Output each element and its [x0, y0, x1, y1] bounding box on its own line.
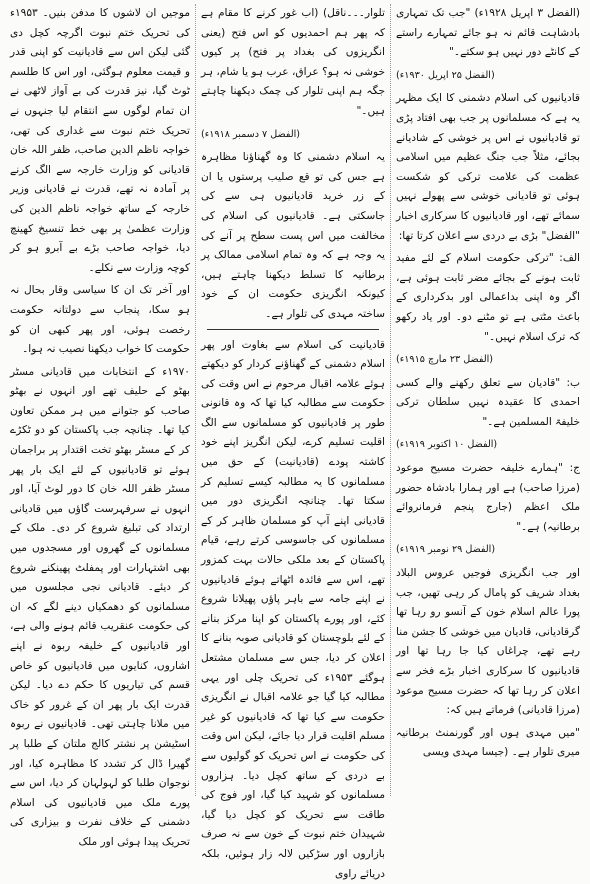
citation: (الفضل ۲۳ مارچ ۱۹۱۵ء) — [396, 350, 580, 370]
paragraph: اور جب انگریزی فوجیں عروس البلاد بغداد شریف کو پامال کر رہی تھیں، جب پورا عالم اسلام خون کے آنسو رو رہا تھا گرقادیانی، قادیان میں خوشی کا جشن منا رہے تھے، چراغاں کیا جا رہا تھا اور قادیانیوں کا سرکاری اخبار بڑے فخر سے اعلان کر رہا تھا کہ حضرت مسیح موعود (مرزا قادیانی) فرماتے ہیں کہ: — [396, 564, 580, 721]
citation: (الفضل ۲۵ اپریل ۱۹۳۰ء) — [396, 66, 580, 86]
column-left — [5, 4, 195, 796]
paragraph: یہ اسلام دشمنی کا وہ گھناؤنا مظاہرہ ہے جس کی تو قع صلیب پرستوں یا ان کے زر خرید قادیانیوں ہی سے کی جاسکتی ہے۔ قادیانیوں کی اسلام کی مخالفت میں اس پست سطح پر آنے کی یہ وجہ ہے کہ وہ تمام اسلامی ممالک پر برطانیہ کا تسلط دیکھنا چاہتے ہیں، کیونکہ انگریزی حکومت ان کے خود ساختہ مہدی کی تلوار ہے۔ — [201, 148, 385, 324]
quotation: ب: "قادیان سے تعلق رکھنے والے کسی احمدی کا عقیدہ نہیں سلطان ترکی خلیفۃ المسلمین ہے۔" — [396, 374, 580, 433]
quotation: "میں مہدی ہوں اور گورنمنٹ برطانیہ میری تلوار ہے۔ (جیسا مہدی ویسی — [396, 724, 580, 763]
paragraph: تلوار۔۔۔ناقل) (اب غور کرنے کا مقام ہے کہ پھر ہم احمدیوں کو اس فتح (یعنی انگریزوں کی بغداد پر فتح) پر کیوں خوشی نہ ہو؟ عراق، عرب ہو یا شام، ہر جگہ ہم اپنی تلوار کی چمک دیکھنا چاہتے ہیں۔" — [201, 4, 385, 122]
citation: (الفضل ۷ دسمبر ۱۹۱۸ء) — [201, 125, 385, 145]
quotation: الف: "ترکی حکومت اسلام کے لئے مفید ثابت ہونے کے بجائے مضر ثابت ہوئی ہے، اگر وہ اپنی بداعمالی اور بدکرداری کے باعث مٹتی ہے تو مٹنے دو۔ اور یاد رکھو کہ ترک اسلام نہیں۔" — [396, 249, 580, 347]
quotation: ج: "ہمارے خلیفہ حضرت مسیح موعود (مرزا صاحب) ہے اور ہمارا بادشاہ حضور ملک اعظم (جارج پنجم فرمانروائے برطانیہ) ہے۔" — [396, 459, 580, 537]
quotation: (الفضل ۳ اپریل ۱۹۲۸ء) "جب تک تمہاری بادشاہت قائم نہ ہو جائے تمہارے راستے کے کانٹے دور نہیں ہو سکتے۔" — [396, 4, 580, 63]
column-right — [391, 4, 585, 796]
citation: (الفضل ۲۹ نومبر ۱۹۱۹ء) — [396, 540, 580, 560]
paragraph: موجیں ان لاشوں کا مدفن بنیں۔ ۱۹۵۳ء کی تحریک ختم نبوت اگرچہ کچل دی گئی لیکن اس سے قادیانیت کو اپنی قدر و قیمت معلوم ہوگئی، اور اس کا طلسم ٹوٹ گیا، نیز قدرت کی بے آواز لاٹھی نے ان تمام لوگوں سے انتقام لیا جنہوں نے تحریک ختم نبوت سے غداری کی تھی، خواجہ ناظم الدین صاحب، ظفر اللہ خان قادیانی کو وزارت خارجہ سے الگ کرنے پر آمادہ نہ تھے، قدرت نے قادیانی وزیر خارجہ کے ساتھ خواجہ ناظم الدین کی وزارت عظمیٰ پر بھی خط تنسیخ کھینچ دیا، خواجہ صاحب بڑے بے آبرو ہو کر کوچہ وزارت سے نکلے۔ — [10, 4, 190, 278]
citation: (الفضل ۱۰ اکتوبر ۱۹۱۹ء) — [396, 435, 580, 455]
paragraph: اور آخر تک ان کا سیاسی وقار بحال نہ ہو سکا، پنجاب سے دولتانہ حکومت رخصت ہوئی، اور پھر کبھی ان کو حکومت کا خواب دیکھنا نصیب نہ ہوا۔ — [10, 281, 190, 359]
paragraph: قادیانیت کی اسلام سے بغاوت اور پھر اسلام دشمنی کے گھناؤنے کردار کو دیکھتے ہوئے علامہ اقبال مرحوم نے اس وقت کی حکومت سے مطالبہ کیا تھا کہ وہ قانونی طور پر قادیانیوں کو مسلمانوں سے الگ اقلیت تسلیم کرے، لیکن انگریز اپنے خود کاشتہ پودے (قادیانیت) کے حق میں مسلمانوں کا یہ مطالبہ کیسے تسلیم کر سکتا تھا۔ چنانچہ انگریزی دور میں قادیانی اپنے آپ کو مسلمان ظاہر کر کے مسلمانوں کی جاسوسی کرتے رہے، قیام پاکستان کے بعد ملکی حالات بہت کمزور تھے، اس سے فائدہ اٹھاتے ہوئے قادیانیوں نے اپنے جامہ سے باہر پاؤں پھیلانا شروع کئے، اور پورے پاکستان کو اپنا مرکز بنانے کے لئے بلوچستان کو قادیانی صوبہ بنانے کا اعلان کر دیا، جس سے مسلمان مشتعل ہوگئے ۱۹۵۳ء کی تحریک چلی اور یہی مطالبہ کیا گیا جو علامہ اقبال نے انگریزی حکومت سے کیا تھا کہ قادیانیوں کو غیر مسلم اقلیت قرار دیا جائے، لیکن اس وقت کی حکومت نے اس تحریک کو گولیوں سے بے دردی کے ساتھ کچل دیا۔ ہزاروں مسلمانوں کو شہید کیا گیا، اور فوج کی طاقت سے تحریک کو کچل دیا گیا، شہیدان ختم نبوت کے خون سے نہ صرف بازاروں اور سڑکیں لالہ زار ہوئیں، بلکہ دریائے راوی — [201, 336, 385, 884]
paragraph: ۱۹۷۰ء کے انتخابات میں قادیانی مسٹر بھٹو کے حلیف تھے اور انہوں نے بھٹو صاحب کو جتوانے میں ہر ممکن تعاون کیا تھا۔ چنانچہ جب پاکستان کو دو ٹکڑے کر کے مسٹر بھٹو تخت اقتدار پر براجمان ہوئے تو قادیانیوں کے لئے ایک بار پھر مسٹر ظفر اللہ خان کا دور لوٹ آیا، اور انہوں نے سرفہرست گاؤں میں قادیانی ارتداد کی تبلیغ شروع کر دی۔ ملک کے مسلمانوں کے گھروں اور مسجدوں میں بھی اشتہارات اور پمفلٹ پھینکنے شروع کر دیئے۔ قادیانی نجی مجلسوں میں مسلمانوں کو دھمکیاں دینے لگے کہ ان کی حکومت عنقریب قائم ہونے والی ہے، اور قادیانیوں کے خلیفہ ربوہ نے اپنے اشاروں، کنایوں میں قادیانیوں کو خاص قسم کی تیاریوں کا حکم دے دیا۔ لیکن قدرت ایک بار پھر ان کے غرور کو خاک میں ملانا چاہتی تھی۔ قادیانیوں نے ربوہ اسٹیشن پر نشتر کالج ملتان کے طلبا پر گھیرا ڈال کر تشدد کا مظاہرہ کیا، اور نوجوان طلبا کو لہولہان کر دیا، اس سے پورے ملک میں قادیانیوں کی اسلام دشمنی کے خلاف نفرت و بیزاری کی تحریک پیدا ہوئی اور ملک — [10, 363, 190, 853]
paragraph: قادیانیوں کی اسلام دشمنی کا ایک مظہر یہ ہے کہ مسلمانوں پر جب بھی افتاد پڑی تو قادیانیوں نے اس پر خوشی کے شادیانے بجائے، مثلاً جب جنگ عظیم میں اسلامی عظمت کی علامت ترکی کو شکست ہوئی تو قادیانی خوشی سے پھولے نہیں سمائے تھے، اور قادیانیوں کا سرکاری اخبار "الفضل" بڑی بے دردی سے اعلان کرتا تھا: — [396, 89, 580, 246]
section-divider — [207, 329, 379, 330]
column-middle — [195, 4, 391, 796]
